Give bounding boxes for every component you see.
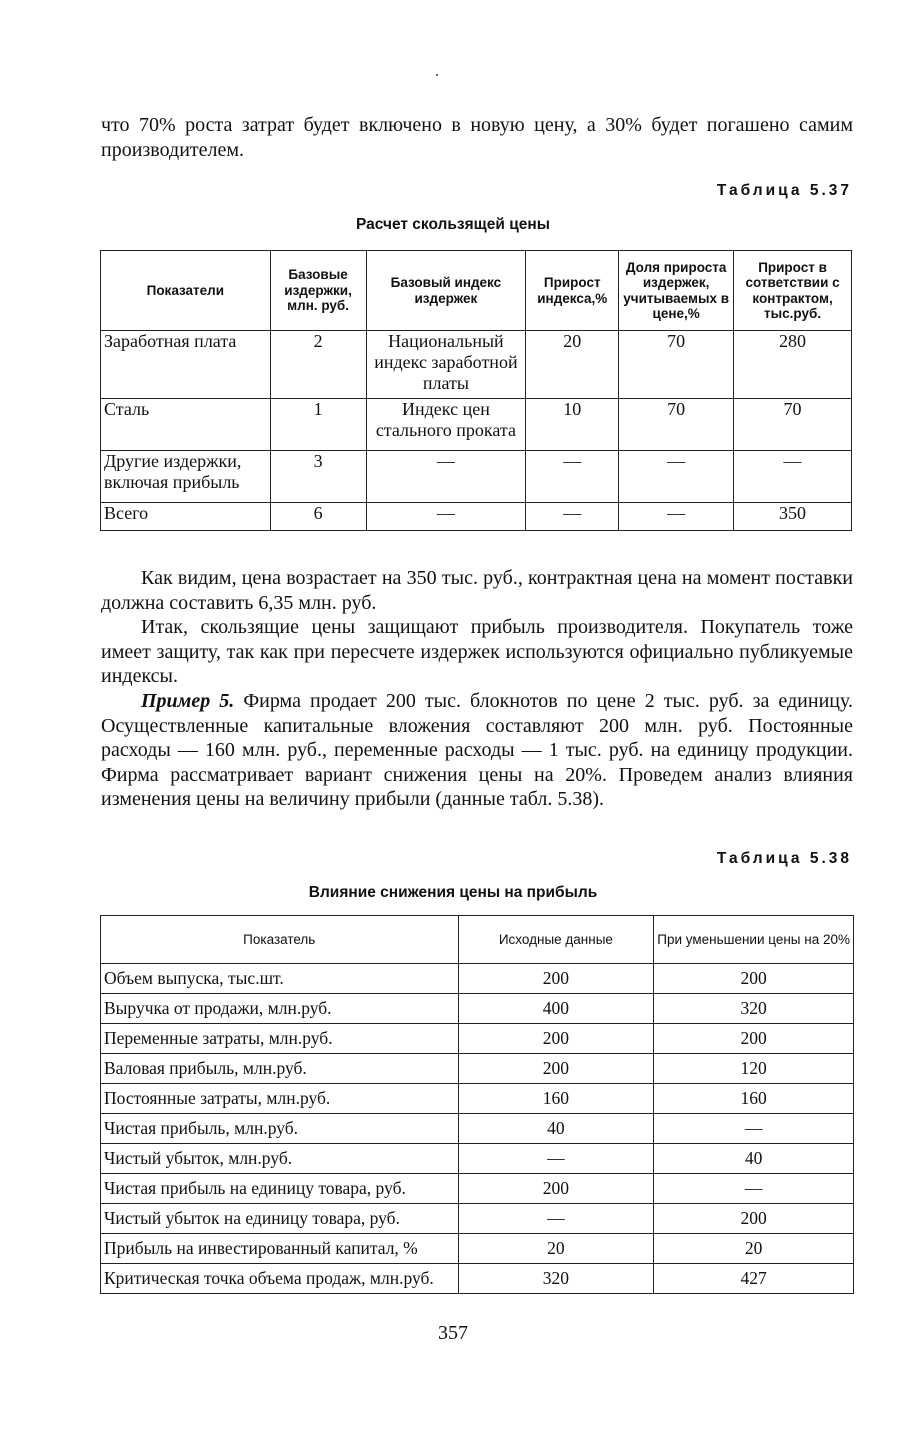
table-row — [101, 503, 852, 531]
table-cell: Чистый убыток на единицу товара, руб. — [101, 1204, 459, 1234]
table-cell: 160 — [654, 1084, 854, 1114]
table-cell: 200 — [458, 1174, 654, 1204]
table-header-row — [101, 916, 854, 964]
table-cell: 120 — [654, 1054, 854, 1084]
table-cell: — — [458, 1204, 654, 1234]
column-header: Показатель — [101, 916, 459, 964]
table-row — [101, 1174, 854, 1204]
table-row — [101, 1054, 854, 1084]
table-cell: — — [526, 503, 619, 531]
table-cell: Всего — [101, 503, 271, 531]
table-row — [101, 451, 852, 503]
table-cell: — — [458, 1144, 654, 1174]
table-cell: Выручка от продажи, млн.руб. — [101, 994, 459, 1024]
table-cell: 400 — [458, 994, 654, 1024]
table-cell: — — [654, 1174, 854, 1204]
table-row — [101, 1114, 854, 1144]
table-cell: 200 — [654, 1024, 854, 1054]
column-header: При уменьшении цены на 20% — [654, 916, 854, 964]
table-cell: 70 — [619, 331, 734, 399]
column-header: Базовый индекс издержек — [366, 251, 526, 331]
table-row — [101, 1234, 854, 1264]
table-cell: 200 — [654, 964, 854, 994]
table-cell: 6 — [270, 503, 366, 531]
table-cell: 280 — [734, 331, 852, 399]
table-cell: Чистая прибыль на единицу товара, руб. — [101, 1174, 459, 1204]
table-row — [101, 1084, 854, 1114]
table-cell: 160 — [458, 1084, 654, 1114]
table-cell: Чистая прибыль, млн.руб. — [101, 1114, 459, 1144]
table-cell: 10 — [526, 399, 619, 451]
table-cell: — — [526, 451, 619, 503]
table-cell: Другие издержки, включая прибыль — [101, 451, 271, 503]
table-cell: Индекс цен стального проката — [366, 399, 526, 451]
table-cell: Постоянные затраты, млн.руб. — [101, 1084, 459, 1114]
page-number: 357 — [438, 1322, 468, 1344]
paragraph-1: Как видим, цена возрастает на 350 тыс. руб., контрактная цена на момент поставки должна составить 6,35 млн. руб. — [101, 567, 853, 614]
table-header-row — [101, 251, 852, 331]
table-cell: Критическая точка объема продаж, млн.руб. — [101, 1264, 459, 1294]
intro-paragraph: что 70% роста затрат будет включено в новую цену, а 30% будет погашено самим производителем. — [101, 114, 853, 161]
table-row — [101, 1024, 854, 1054]
table-cell: 200 — [458, 964, 654, 994]
table-cell: Переменные затраты, млн.руб. — [101, 1024, 459, 1054]
table-row — [101, 331, 852, 399]
table-cell: 70 — [619, 399, 734, 451]
table-row — [101, 1204, 854, 1234]
column-header: Доля прироста издержек, учитываемых в цене,% — [619, 251, 734, 331]
table-cell: — — [619, 451, 734, 503]
paragraph-3 — [101, 689, 853, 812]
table-cell: — — [366, 451, 526, 503]
table-cell: Объем выпуска, тыс.шт. — [101, 964, 459, 994]
table-cell: Сталь — [101, 399, 271, 451]
table-row — [101, 964, 854, 994]
table-cell: 200 — [458, 1054, 654, 1084]
speck — [436, 74, 438, 76]
column-header: Показатели — [101, 251, 271, 331]
table-cell: — — [654, 1114, 854, 1144]
table-cell: Национальный индекс заработной платы — [366, 331, 526, 399]
table-cell: 200 — [458, 1024, 654, 1054]
table-cell: 320 — [458, 1264, 654, 1294]
example-text: Фирма продает 200 тыс. блокнотов по цене 2 тыс. руб. за единицу. Осуществленные капитальные вложения составляют 200 млн. руб. Постоянные расходы — 160 млн. руб., переменные расходы — 1 тыс. руб. на единицу продукции. Фирма рассматривает вариант снижения цены на 20%. Проведем анализ влияния изменения цены на величину прибыли (данные табл. 5.38). — [101, 690, 853, 810]
table-cell: — — [734, 451, 852, 503]
table-sliding-price — [100, 250, 852, 531]
table1-label: Таблица 5.37 — [716, 182, 852, 199]
table-cell: 350 — [734, 503, 852, 531]
table2-title: Влияние снижения цены на прибыль — [308, 884, 598, 901]
table-cell: 70 — [734, 399, 852, 451]
table-cell: 20 — [654, 1234, 854, 1264]
table-cell: 20 — [526, 331, 619, 399]
table-cell: Чистый убыток, млн.руб. — [101, 1144, 459, 1174]
column-header: Базовые издержки, млн. руб. — [270, 251, 366, 331]
table-cell: 200 — [654, 1204, 854, 1234]
example-label: Пример 5. — [141, 690, 235, 712]
table-cell: 40 — [654, 1144, 854, 1174]
table2-label: Таблица 5.38 — [716, 850, 852, 867]
table-cell: 427 — [654, 1264, 854, 1294]
table-price-reduction-impact — [100, 915, 854, 1294]
table-cell: 40 — [458, 1114, 654, 1144]
column-header: Прирост в сответствии с контрактом, тыс.руб. — [734, 251, 852, 331]
table-cell: 3 — [270, 451, 366, 503]
table-cell: Прибыль на инвестированный капитал, % — [101, 1234, 459, 1264]
table-row — [101, 1144, 854, 1174]
table-cell: 1 — [270, 399, 366, 451]
table-cell: 20 — [458, 1234, 654, 1264]
table-cell: — — [366, 503, 526, 531]
table-row — [101, 1264, 854, 1294]
column-header: Исходные данные — [458, 916, 654, 964]
table1-title: Расчет скользящей цены — [356, 216, 550, 233]
table-cell: 2 — [270, 331, 366, 399]
table-row — [101, 994, 854, 1024]
table-cell: 320 — [654, 994, 854, 1024]
paragraph-2: Итак, скользящие цены защищают прибыль производителя. Покупатель тоже имеет защиту, так как при пересчете издержек используются официально публикуемые индексы. — [101, 616, 853, 687]
column-header: Прирост индекса,% — [526, 251, 619, 331]
table-cell: — — [619, 503, 734, 531]
table-cell: Валовая прибыль, млн.руб. — [101, 1054, 459, 1084]
table-cell: Заработная плата — [101, 331, 271, 399]
table-row — [101, 399, 852, 451]
